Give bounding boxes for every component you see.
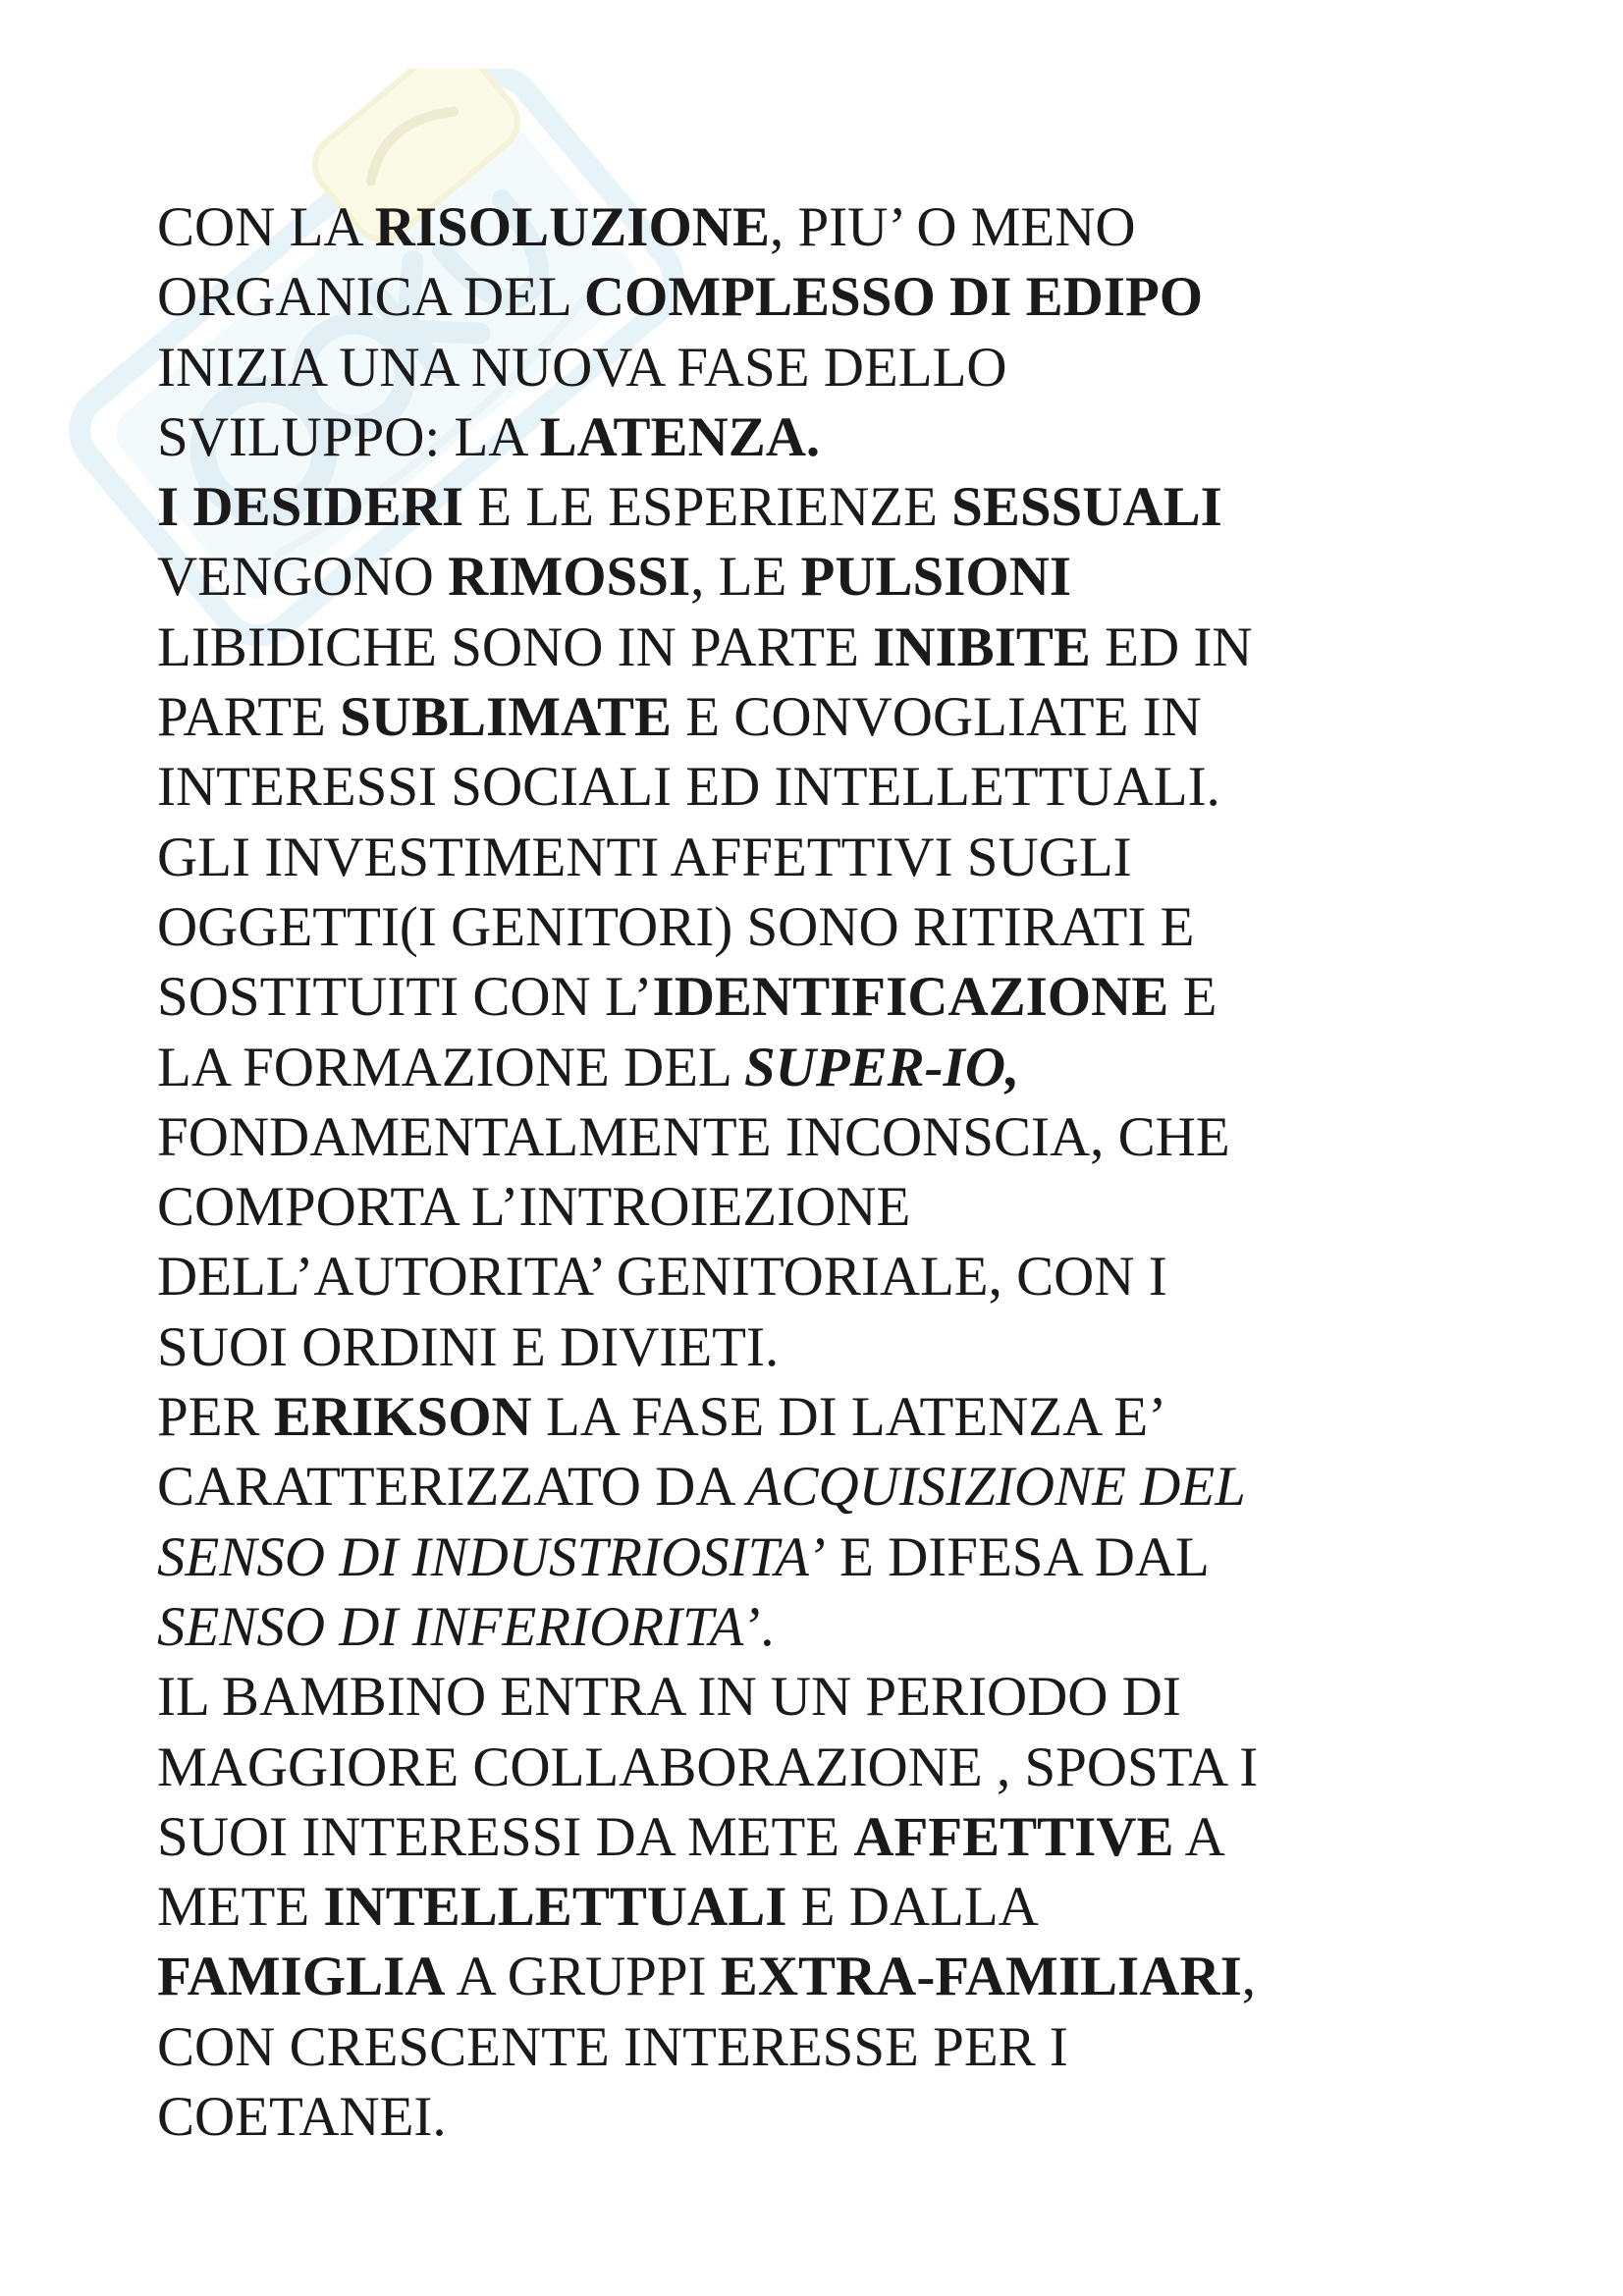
emphasis-text: ACQUISIZIONE DEL [746,1456,1246,1519]
text-run: SOSTITUITI CON L’ [157,966,653,1029]
text-run: OGGETTI(I GENITORI) SONO RITIRATI E [157,895,1195,958]
text-line [157,1172,1394,1242]
text-line [157,402,1394,472]
emphasis-text: I DESIDERI [157,476,464,539]
text-line [157,1033,1394,1102]
text-line [157,1662,1394,1732]
emphasis-text: COMPLESSO DI EDIPO [583,266,1204,329]
text-line [157,1522,1394,1592]
text-run: A [1173,1805,1225,1868]
emphasis-text: SUBLIMATE [340,686,672,749]
text-run: A GRUPPI [445,1946,721,2008]
text-line [157,1312,1394,1382]
text-run: SUOI INTERESSI DA METE [157,1805,854,1868]
text-run: E CONVOGLIATE IN [671,686,1202,749]
emphasis-text: SENSO DI INDUSTRIOSITA’ [157,1525,826,1588]
text-line [157,892,1394,962]
text-run: COETANEI. [157,2086,447,2149]
text-line [157,1802,1394,1872]
text-run: DELL’AUTORITA’ GENITORIALE, CON I [157,1246,1167,1308]
emphasis-text: RISOLUZIONE [374,196,770,258]
text-run: E LE ESPERIENZE [463,476,952,539]
text-line [157,2082,1394,2152]
emphasis-text: IDENTIFICAZIONE [652,966,1169,1029]
emphasis-text: EXTRA-FAMILIARI [720,1946,1242,2008]
text-run: COMPORTA L’INTROIEZIONE [157,1176,911,1239]
text-line [157,1872,1394,1942]
emphasis-text: SUPER-IO, [743,1036,1020,1098]
text-run: GLI INVESTIMENTI AFFETTIVI SUGLI [157,826,1132,888]
text-line [157,542,1394,612]
document-body [157,192,1394,2152]
text-line [157,823,1394,892]
text-run: METE [157,1876,324,1939]
text-line [157,1452,1394,1522]
text-line [157,752,1394,822]
text-run: PARTE [157,686,341,749]
emphasis-text: INIBITE [873,615,1091,678]
emphasis-text: INTELLETTUALI [323,1876,787,1939]
text-run: , PIU’ O MENO [769,196,1136,258]
text-run: SVILUPPO: LA [157,405,540,468]
text-run: CON CRESCENTE INTERESSE PER I [157,2015,1068,2078]
text-line [157,962,1394,1032]
text-run: SUOI ORDINI E DIVIETI. [157,1315,780,1378]
text-run: , LE [690,546,801,609]
text-line [157,613,1394,682]
emphasis-text: PULSIONI [800,546,1072,609]
text-line [157,1102,1394,1172]
text-line [157,262,1394,332]
text-line [157,1592,1394,1662]
text-run: E DALLA [786,1876,1039,1939]
emphasis-text: SESSUALI [951,476,1222,539]
text-run: VENGONO [157,546,449,609]
emphasis-text: FAMIGLIA [157,1946,446,2008]
emphasis-text: SENSO DI INFERIORITA’ [157,1595,761,1658]
text-line [157,1242,1394,1311]
text-run: IL BAMBINO ENTRA IN UN PERIODO DI [157,1666,1181,1729]
emphasis-text: RIMOSSI [448,546,691,609]
emphasis-text: AFFETTIVE [853,1805,1174,1868]
text-line [157,333,1394,402]
text-run: LIBIDICHE SONO IN PARTE [157,615,874,678]
text-run: LA FORMAZIONE DEL [157,1036,744,1098]
text-line [157,1382,1394,1452]
text-run: E [1168,966,1217,1029]
text-run: E DIFESA DAL [825,1525,1210,1588]
text-line [157,472,1394,542]
text-run: CARATTERIZZATO DA [157,1456,747,1519]
text-line [157,682,1394,752]
emphasis-text: ERIKSON [273,1386,532,1449]
text-run: LA FASE DI LATENZA E’ [531,1386,1167,1449]
text-run: ED IN [1090,615,1253,678]
emphasis-text: LATENZA. [539,405,821,468]
text-run: CON LA [157,196,375,258]
text-run: , [1241,1946,1256,2008]
text-line [157,2012,1394,2082]
text-run: MAGGIORE COLLABORAZIONE , SPOSTA I [157,1735,1259,1798]
text-run: INTERESSI SOCIALI ED INTELLETTUALI. [157,756,1220,819]
text-run: . [760,1595,775,1658]
text-line [157,1733,1394,1802]
text-run: FONDAMENTALMENTE INCONSCIA, CHE [157,1105,1230,1168]
text-run: INIZIA UNA NUOVA FASE DELLO [157,336,1007,399]
text-run: ORGANICA DEL [157,266,584,329]
text-line [157,1942,1394,2011]
text-run: PER [157,1386,274,1449]
text-line [157,192,1394,262]
